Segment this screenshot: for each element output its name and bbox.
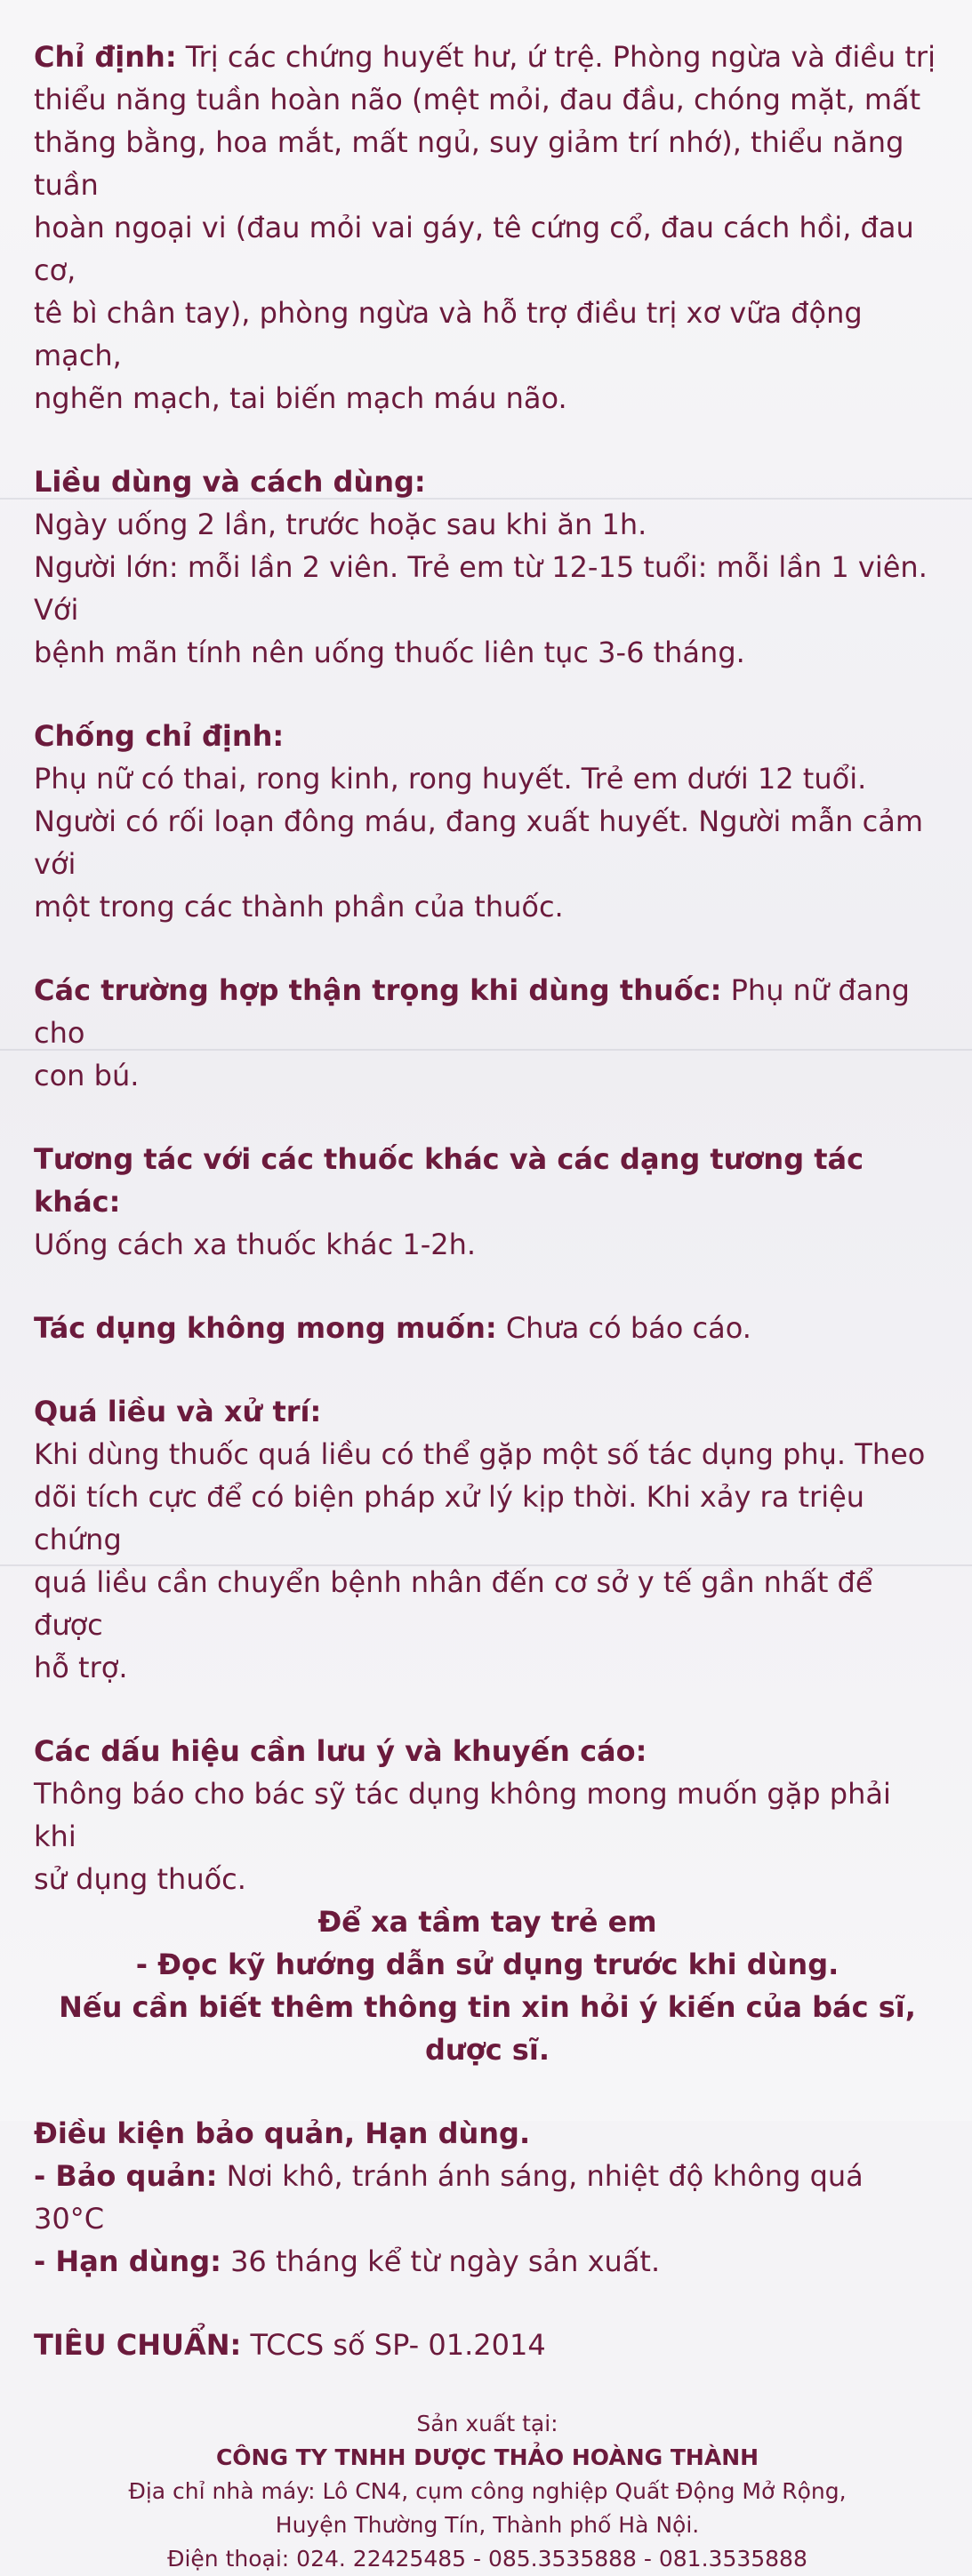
contraindications-section [34,715,941,928]
standard-text: TCCS số SP- 01.2014 [241,2328,546,2362]
indication-label: Chỉ định: [34,40,177,74]
overdose-text: quá liều cần chuyển bệnh nhân đến cơ sở y tế gần nhất để được [34,1565,873,1642]
indication-section [34,36,941,420]
overdose-text: hỗ trợ. [34,1651,128,1684]
warnings-text: Thông báo cho bác sỹ tác dụng không mong muốn gặp phải khi [34,1777,891,1853]
manufacturer-section [34,2407,941,2576]
storage-label: Điều kiện bảo quản, Hạn dùng. [34,2116,531,2150]
side-effects-label: Tác dụng không mong muốn: [34,1311,497,1345]
leaflet-content [34,36,941,2576]
dosage-text: Ngày uống 2 lần, trước hoặc sau khi ăn 1h. [34,508,647,541]
preserve-text: Nơi khô, tránh ánh sáng, nhiệt độ không quá 30°C [34,2159,864,2236]
expiry-label: - Hạn dùng: [34,2244,221,2278]
interactions-section [34,1138,941,1266]
standard-label: TIÊU CHUẨN: [34,2328,242,2362]
precautions-label: Các trường hợp thận trọng khi dùng thuốc: [34,973,722,1007]
company-name: CÔNG TY TNHH DƯỢC THẢO HOÀNG THÀNH [215,2444,759,2470]
indication-text: thiểu năng tuần hoàn não (mệt mỏi, đau đầu, chóng mặt, mất [34,83,921,116]
dosage-text: Người lớn: mỗi lần 2 viên. Trẻ em từ 12-15 tuổi: mỗi lần 1 viên. Với [34,550,928,627]
indication-text: Trị các chứng huyết hư, ứ trệ. Phòng ngừa và điều trị [176,40,936,74]
contraindications-text: một trong các thành phần của thuốc. [34,890,564,924]
preserve-label: - Bảo quản: [34,2159,218,2193]
warnings-text: sử dụng thuốc. [34,1862,246,1896]
notice-read-instructions: - Đọc kỹ hướng dẫn sử dụng trước khi dùng. [135,1948,839,1981]
factory-address: Địa chỉ nhà máy: Lô CN4, cụm công nghiệp Quất Động Mở Rộng, [128,2478,847,2504]
dosage-text: bệnh mãn tính nên uống thuốc liên tục 3-6 tháng. [34,636,745,669]
warnings-label: Các dấu hiệu cần lưu ý và khuyến cáo: [34,1734,647,1768]
warnings-section [34,1730,941,2071]
precautions-section [34,969,941,1097]
indication-text: thăng bằng, hoa mắt, mất ngủ, suy giảm trí nhớ), thiểu năng tuần [34,125,904,202]
dosage-label: Liều dùng và cách dùng: [34,465,426,499]
contraindications-label: Chống chỉ định: [34,719,285,753]
overdose-section [34,1390,941,1689]
factory-address: Huyện Thường Tín, Thành phố Hà Nội. [275,2512,700,2538]
expiry-text: 36 tháng kể từ ngày sản xuất. [221,2244,661,2278]
interactions-label: Tương tác với các thuốc khác và các dạng tương tác khác: [34,1142,864,1219]
precautions-text: con bú. [34,1059,140,1092]
overdose-label: Quá liều và xử trí: [34,1395,322,1428]
dosage-section [34,460,941,674]
overdose-text: Khi dùng thuốc quá liều có thể gặp một số tác dụng phụ. Theo [34,1437,926,1471]
made-at-label: Sản xuất tại: [416,2411,558,2436]
precautions-text: Phụ nữ đang cho [34,973,910,1050]
overdose-text: dõi tích cực để có biện pháp xử lý kịp thời. Khi xảy ra triệu chứng [34,1480,865,1556]
notice-ask-doctor: Nếu cần biết thêm thông tin xin hỏi ý kiến của bác sĩ, dược sĩ. [59,1990,916,2067]
indication-text: tê bì chân tay), phòng ngừa và hỗ trợ điều trị xơ vữa động mạch, [34,296,863,372]
contraindications-text: Phụ nữ có thai, rong kinh, rong huyết. Trẻ em dưới 12 tuổi. [34,762,867,796]
notice-keep-away: Để xa tầm tay trẻ em [317,1905,657,1939]
standard-section [34,2324,941,2366]
indication-text: hoàn ngoại vi (đau mỏi vai gáy, tê cứng cổ, đau cách hồi, đau cơ, [34,211,914,287]
phone-numbers: Điện thoại: 024. 22425485 - 085.3535888 - 081.3535888 [167,2546,807,2572]
interactions-text: Uống cách xa thuốc khác 1-2h. [34,1228,477,1261]
contraindications-text: Người có rối loạn đông máu, đang xuất huyết. Người mẫn cảm với [34,804,923,881]
side-effects-section [34,1307,941,1349]
indication-text: nghẽn mạch, tai biến mạch máu não. [34,381,567,415]
storage-section [34,2112,941,2283]
side-effects-text: Chưa có báo cáo. [496,1311,751,1345]
